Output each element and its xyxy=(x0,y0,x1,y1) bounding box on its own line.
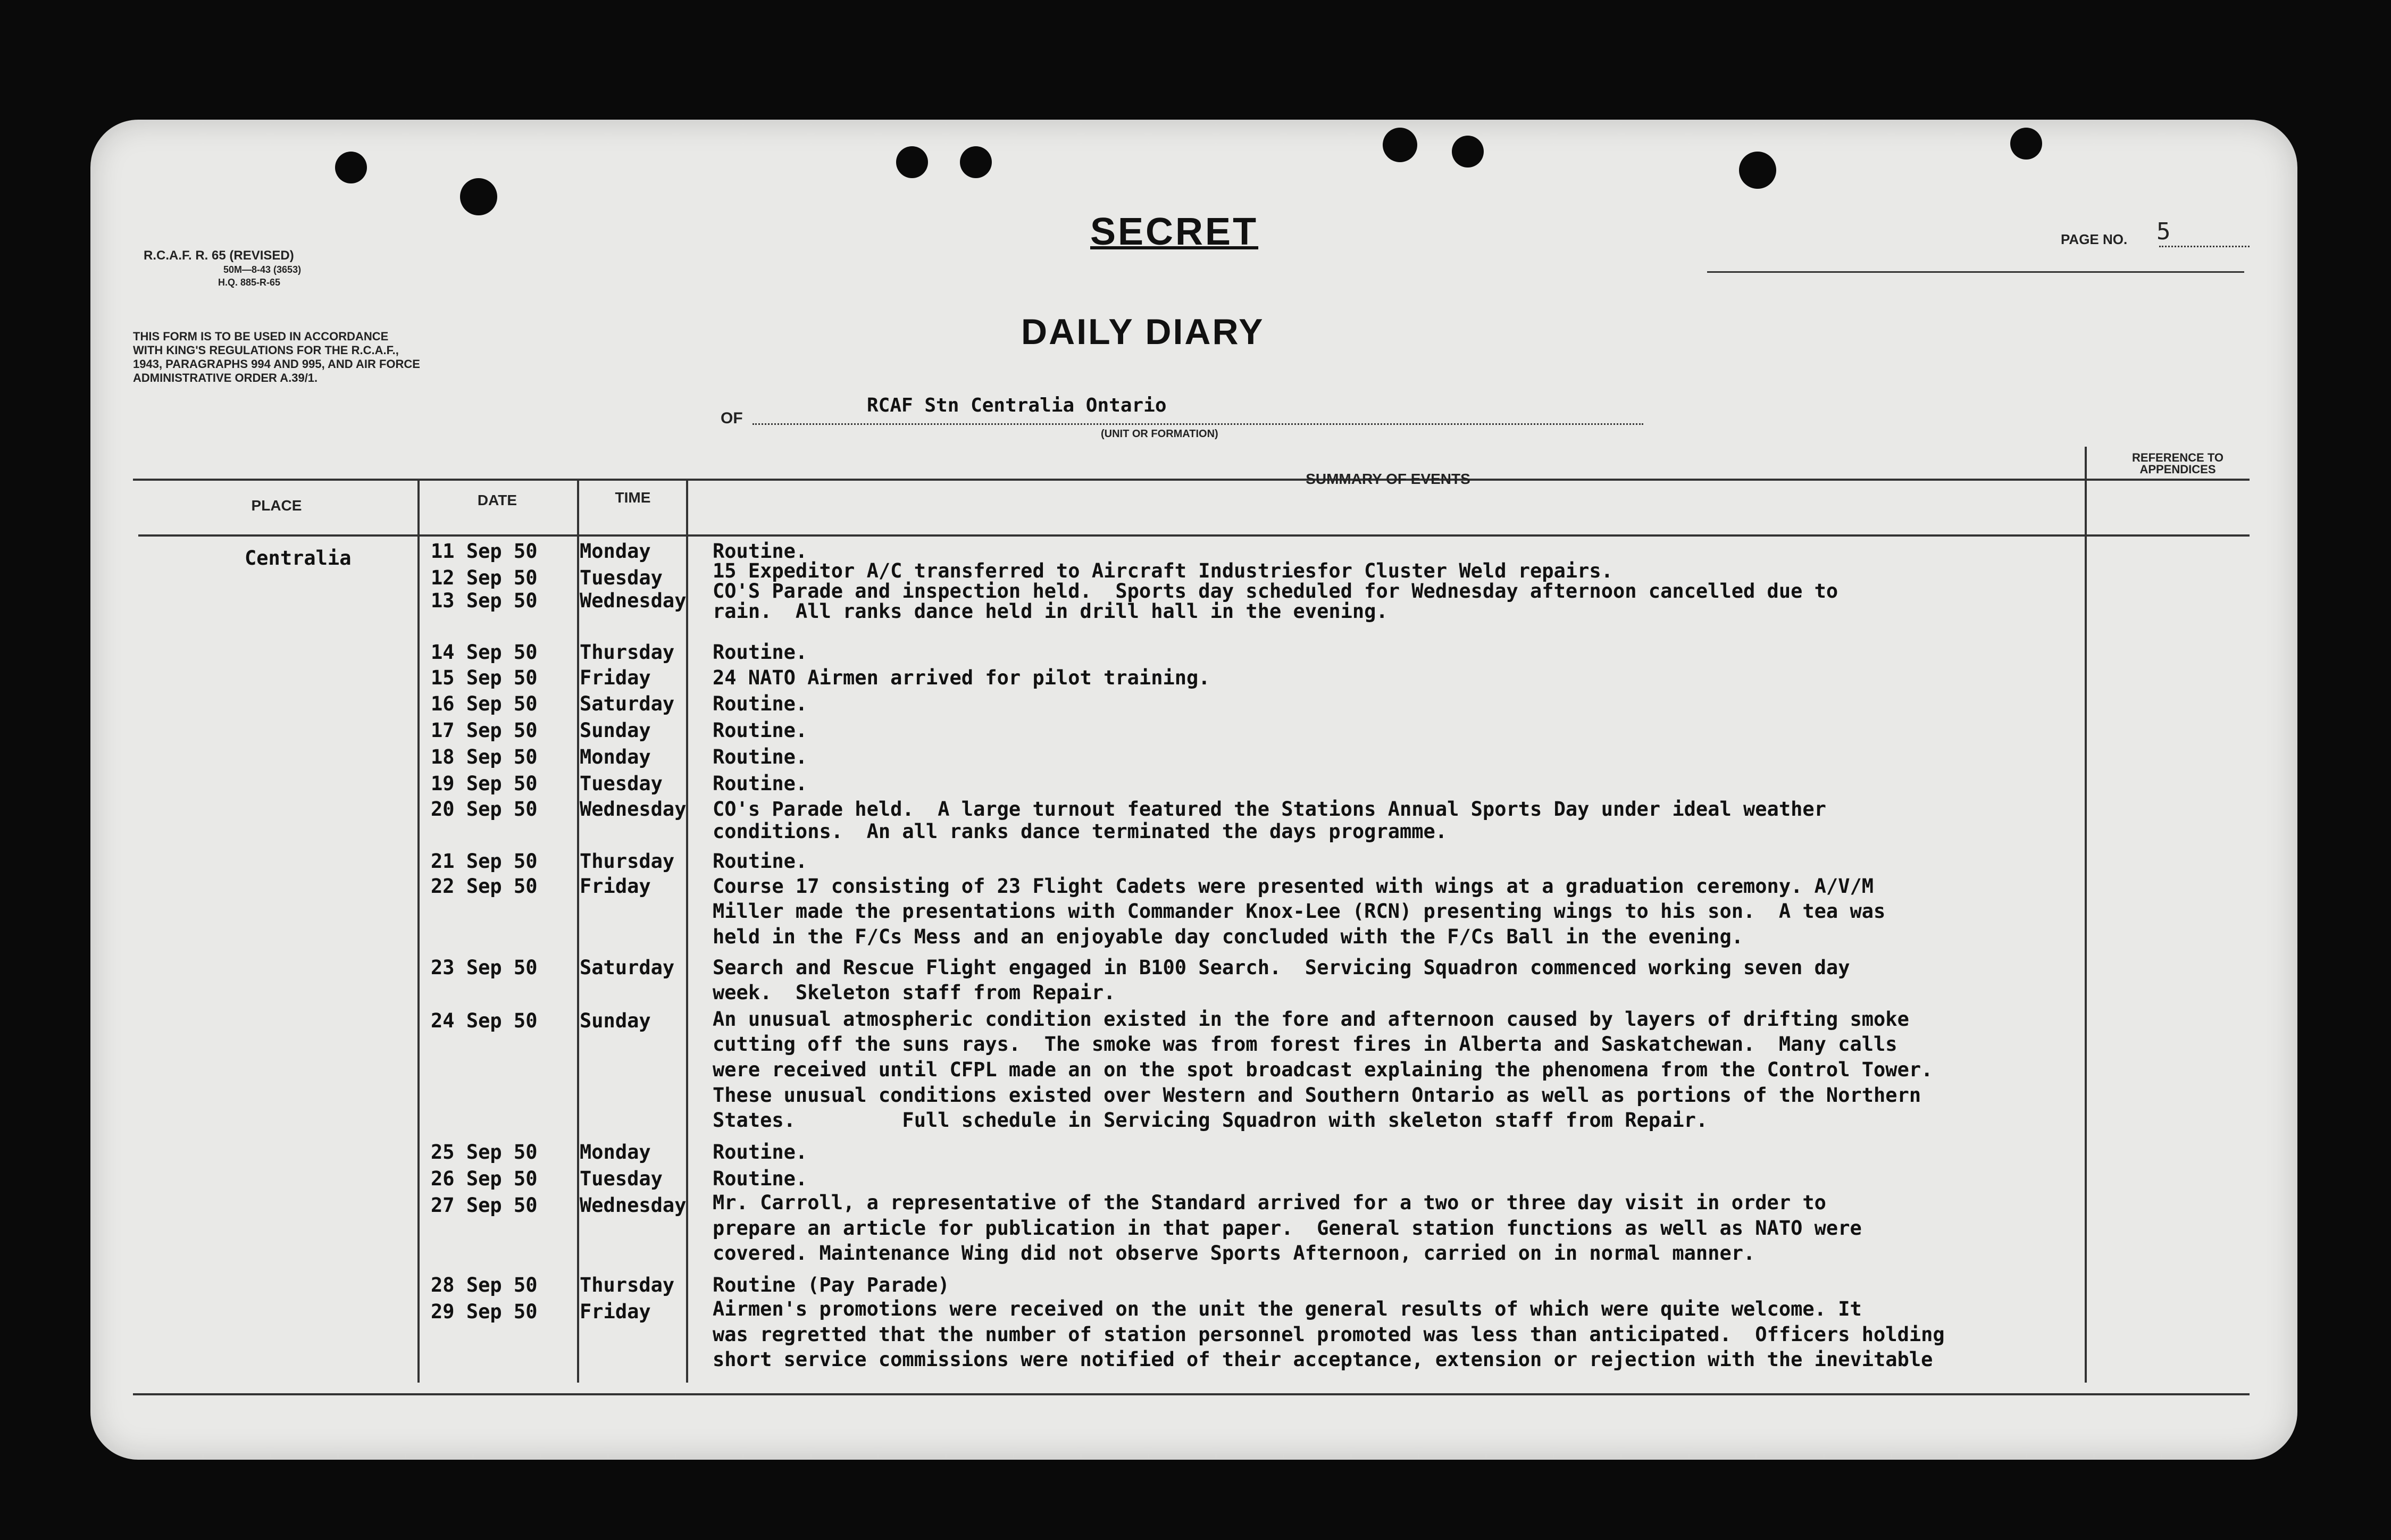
entry-date: 27 Sep 50 xyxy=(431,1194,538,1217)
entry-date: 21 Sep 50 xyxy=(431,850,538,873)
column-header-reference xyxy=(2090,452,2265,475)
summary-line: Course 17 consisting of 23 Flight Cadets were presented with wings at a graduation ceremony. A/V/M xyxy=(713,875,1874,898)
entry-day: Saturday xyxy=(580,692,675,715)
summary-line: were received until CFPL made an on the spot broadcast explaining the phenomena from the Control Tower. xyxy=(713,1058,1933,1081)
summary-line: CO'S Parade and inspection held. Sports day scheduled for Wednesday afternoon cancelled due to xyxy=(713,580,1838,602)
entry-day: Tuesday xyxy=(580,1167,663,1190)
summary-line: rain. All ranks dance held in drill hall in the evening. xyxy=(713,600,1388,623)
summary-line: cutting off the suns rays. The smoke was from forest fires in Alberta and Saskatchewan. Many calls xyxy=(713,1033,1897,1056)
summary-line: These unusual conditions existed over Western and Southern Ontario as well as portions of the Northern xyxy=(713,1084,1921,1107)
punch-hole xyxy=(960,146,992,178)
entry-day: Monday xyxy=(580,540,651,563)
column-divider xyxy=(686,479,688,1383)
reference-header-line: APPENDICES xyxy=(2139,463,2216,476)
summary-line: 24 NATO Airmen arrived for pilot training. xyxy=(713,666,1210,689)
reference-header-line: REFERENCE TO xyxy=(2132,451,2223,464)
punch-hole xyxy=(896,146,928,178)
entry-date: 18 Sep 50 xyxy=(431,746,538,768)
of-label: OF xyxy=(721,409,743,427)
form-hq: H.Q. 885-R-65 xyxy=(218,277,281,288)
table-top-rule xyxy=(133,479,2250,481)
summary-line: Miller made the presentations with Commander Knox-Lee (RCN) presenting wings to his son. A tea was xyxy=(713,900,1886,923)
instruction-line: THIS FORM IS TO BE USED IN ACCORDANCE xyxy=(133,330,389,343)
punch-hole xyxy=(1383,128,1417,162)
summary-line: was regretted that the number of station personnel promoted was less than anticipated. Officers holding xyxy=(713,1323,1945,1346)
page-label: PAGE NO. xyxy=(2061,231,2128,247)
summary-line: Routine. xyxy=(713,772,808,795)
column-header-date: DATE xyxy=(477,492,517,508)
summary-line: covered. Maintenance Wing did not observe Sports Afternoon, carried on in normal manner. xyxy=(713,1242,1755,1265)
entry-date: 20 Sep 50 xyxy=(431,798,538,821)
unit-caption: (UNIT OR FORMATION) xyxy=(1101,428,1218,440)
form-print: 50M—8-43 (3653) xyxy=(223,264,302,275)
summary-line: Routine. xyxy=(713,746,808,768)
entry-date: 22 Sep 50 xyxy=(431,875,538,898)
summary-line: prepare an article for publication in that paper. General station functions as well as NATO were xyxy=(713,1217,1862,1240)
summary-line: CO's Parade held. A large turnout featured the Stations Annual Sports Day under ideal weather xyxy=(713,798,1826,821)
summary-line: week. Skeleton staff from Repair. xyxy=(713,981,1116,1004)
entry-date: 26 Sep 50 xyxy=(431,1167,538,1190)
summary-line: Mr. Carroll, a representative of the Standard arrived for a two or three day visit in order to xyxy=(713,1191,1826,1214)
punch-hole xyxy=(460,178,497,215)
entry-date: 25 Sep 50 xyxy=(431,1141,538,1164)
instruction-line: 1943, PARAGRAPHS 994 AND 995, AND AIR FORCE xyxy=(133,357,420,371)
summary-line: held in the F/Cs Mess and an enjoyable day concluded with the F/Cs Ball in the evening. xyxy=(713,925,1744,948)
entry-date: 11 Sep 50 xyxy=(431,540,538,563)
entry-day: Tuesday xyxy=(580,772,663,795)
summary-line: Routine. xyxy=(713,1167,808,1190)
unit-name: RCAF Stn Centralia Ontario xyxy=(867,395,1167,416)
column-header-time: TIME xyxy=(615,489,651,506)
entry-day: Friday xyxy=(580,875,651,898)
header-rule xyxy=(1707,271,2244,273)
form-number: R.C.A.F. R. 65 (REVISED) xyxy=(144,248,294,263)
entry-day: Monday xyxy=(580,1141,651,1164)
summary-line: Routine. xyxy=(713,540,808,563)
entry-date: 14 Sep 50 xyxy=(431,641,538,664)
entry-day: Thursday xyxy=(580,641,675,664)
entry-date: 15 Sep 50 xyxy=(431,666,538,689)
punch-hole xyxy=(335,152,367,183)
punch-hole xyxy=(1452,136,1484,168)
entry-date: 19 Sep 50 xyxy=(431,772,538,795)
entry-day: Thursday xyxy=(580,1274,675,1296)
summary-line: Search and Rescue Flight engaged in B100 Search. Servicing Squadron commenced working seven day xyxy=(713,956,1850,979)
table-header-rule xyxy=(138,534,2250,537)
punch-hole xyxy=(2010,128,2042,160)
summary-line: 15 Expeditor A/C transferred to Aircraft Industriesfor Cluster Weld repairs. xyxy=(713,559,1613,582)
page-number: 5 xyxy=(2156,218,2171,245)
entry-date: 17 Sep 50 xyxy=(431,719,538,742)
page-number-line xyxy=(2159,246,2250,247)
entry-day: Sunday xyxy=(580,719,651,742)
entry-day: Wednesday xyxy=(580,1194,687,1217)
entry-date: 23 Sep 50 xyxy=(431,956,538,979)
entry-date: 28 Sep 50 xyxy=(431,1274,538,1296)
place-cell: Centralia xyxy=(245,547,352,570)
summary-line: Routine. xyxy=(713,1141,808,1164)
classification-stamp: SECRET xyxy=(1090,211,1259,253)
entry-day: Wednesday xyxy=(580,798,687,821)
entry-day: Tuesday xyxy=(580,566,663,589)
summary-line: Routine (Pay Parade) xyxy=(713,1274,950,1296)
page-title: DAILY DIARY xyxy=(1021,312,1265,352)
summary-line: Routine. xyxy=(713,641,808,664)
column-divider xyxy=(577,479,579,1383)
summary-line: States. Full schedule in Servicing Squadron with skeleton staff from Repair. xyxy=(713,1109,1708,1132)
punch-hole xyxy=(1739,152,1776,189)
summary-line: Routine. xyxy=(713,719,808,742)
entry-day: Monday xyxy=(580,746,651,768)
entry-day: Friday xyxy=(580,666,651,689)
summary-line: short service commissions were notified of their acceptance, extension or rejection with the inevitable xyxy=(713,1348,1933,1371)
entry-date: 29 Sep 50 xyxy=(431,1300,538,1323)
instruction-line: ADMINISTRATIVE ORDER A.39/1. xyxy=(133,371,318,384)
entry-day: Saturday xyxy=(580,956,675,979)
summary-line: An unusual atmospheric condition existed in the fore and afternoon caused by layers of drifting smoke xyxy=(713,1008,1909,1031)
entry-date: 16 Sep 50 xyxy=(431,692,538,715)
summary-line: conditions. An all ranks dance terminated the days programme. xyxy=(713,820,1448,843)
entry-date: 13 Sep 50 xyxy=(431,589,538,612)
table-bottom-rule xyxy=(133,1393,2250,1395)
entry-day: Thursday xyxy=(580,850,675,873)
column-header-place: PLACE xyxy=(251,497,302,514)
column-header-summary: SUMMARY OF EVENTS xyxy=(1306,471,1470,487)
column-divider xyxy=(417,479,420,1383)
unit-line xyxy=(753,423,1643,425)
entry-date: 12 Sep 50 xyxy=(431,566,538,589)
entry-date: 24 Sep 50 xyxy=(431,1009,538,1032)
summary-line: Routine. xyxy=(713,692,808,715)
column-divider xyxy=(2085,447,2087,1383)
entry-day: Friday xyxy=(580,1300,651,1323)
entry-day: Sunday xyxy=(580,1009,651,1032)
entry-day: Wednesday xyxy=(580,589,687,612)
summary-line: Airmen's promotions were received on the unit the general results of which were quite welcome. It xyxy=(713,1298,1862,1320)
summary-line: Routine. xyxy=(713,850,808,873)
instruction-line: WITH KING'S REGULATIONS FOR THE R.C.A.F., xyxy=(133,344,399,357)
